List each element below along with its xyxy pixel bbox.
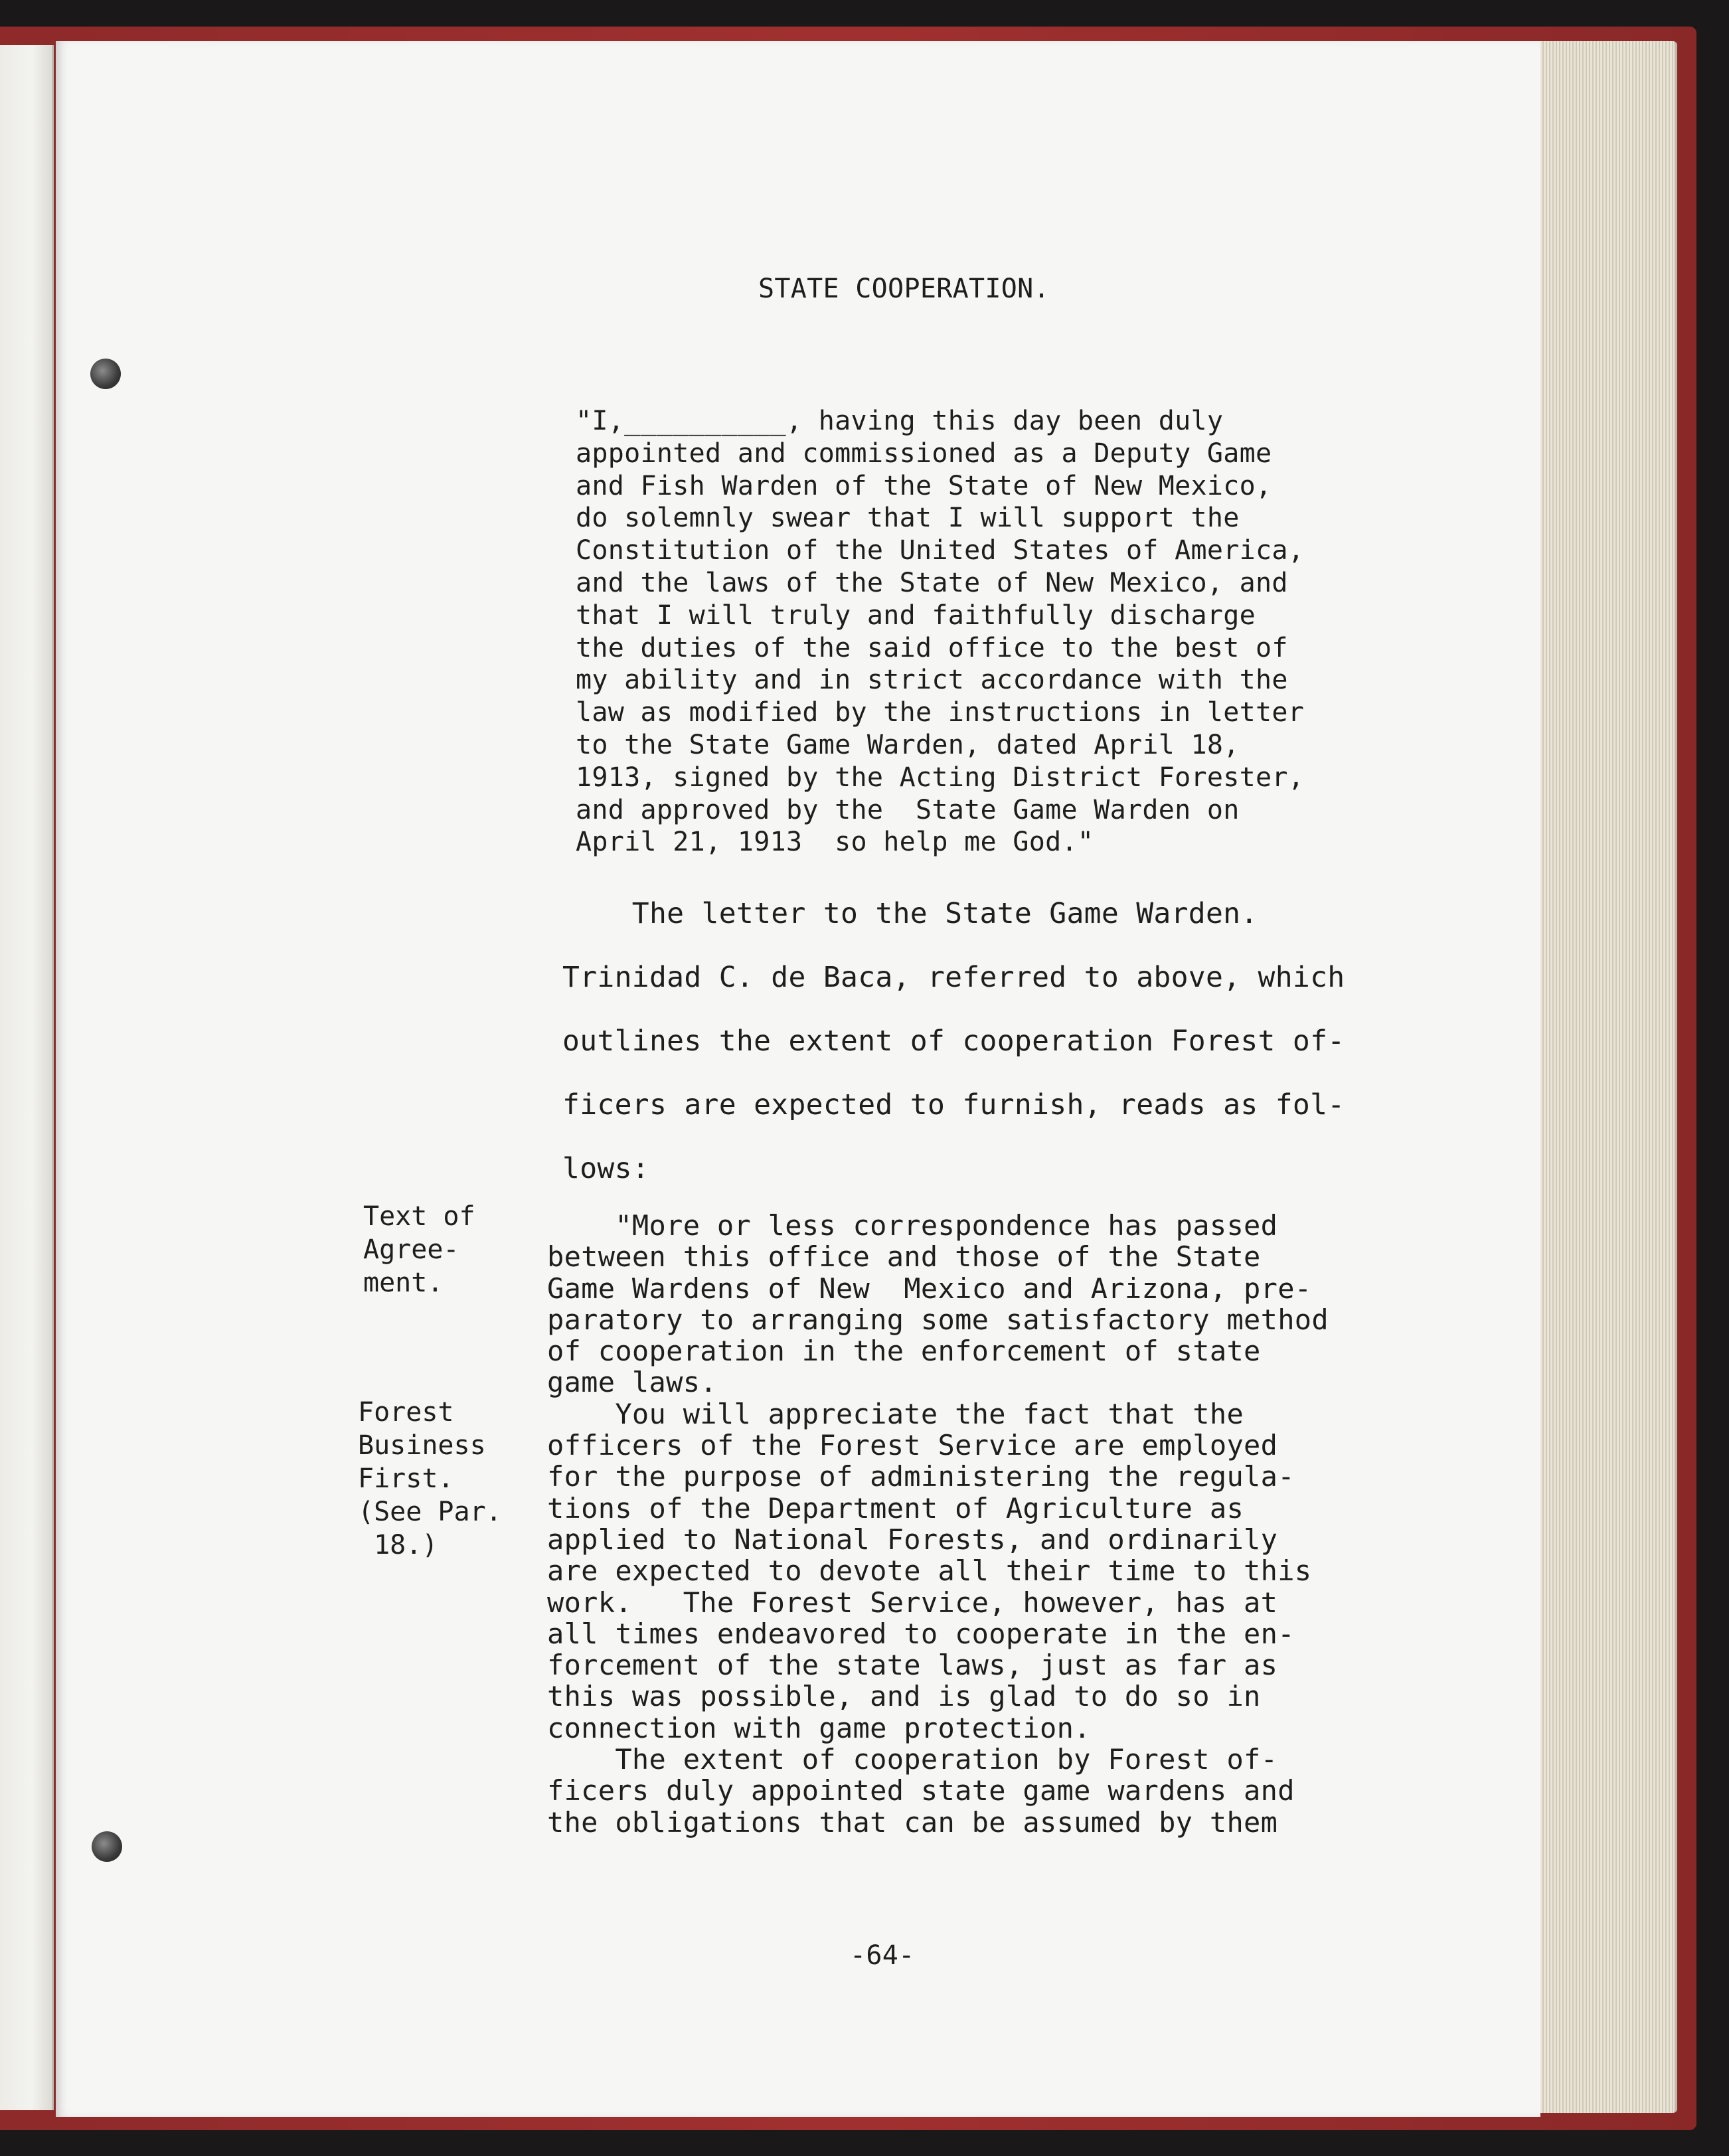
oath-paragraph: "I,__________, having this day been duly appointed and commissioned as a Deputy Game and Fish Warden of the State of New Mexico, do solemnly swear that I will support the Constitution of the United States of America, and the laws of the State of New Mexico, and that I will truly and faithfully discharge the duties of the said office to the best of my ability and in strict accordance with the law as modified by the instructions in letter to the State Game Warden, dated April 18, 1913, signed by the Acting District Forester, and approved by the State Game Warden on April 21, 1913 so help me God." <box>576 406 1305 858</box>
left-page-edge <box>0 45 54 2110</box>
margin-note-text-of-agreement: Text of Agree- ment. <box>363 1201 475 1298</box>
page-title: STATE COOPERATION. <box>758 274 1050 304</box>
document-page <box>56 41 1540 2117</box>
binder-ring-top-icon <box>90 359 121 389</box>
page-number: -64- <box>850 1940 915 1971</box>
letter-intro-paragraph: The letter to the State Game Warden. Trinidad C. de Baca, referred to above, which outlines the extent of cooperation Forest of- ficers are expected to furnish, reads as fol- lows: <box>562 897 1345 1185</box>
binder-ring-bottom-icon <box>92 1831 122 1862</box>
letter-body-text: "More or less correspondence has passed between this office and those of the State Game Wardens of New Mexico and Arizona, pre- paratory to arranging some satisfactory method of cooperation in the enforcement of state game laws. You will appreciate the fact that the officers of the Forest Service are employed for the purpose of administering the regula- tions of the Department of Agriculture as applied to National Forests, and ordinarily are expected to devote all their time to this work. The Forest Service, however, has at all times endeavored to cooperate in the en- forcement of the state laws, just as far as this was possible, and is glad to do so in connection with game protection. The extent of cooperation by Forest of- ficers duly appointed state game wardens and the obligations that can be assumed by them <box>547 1209 1329 1839</box>
page-edges <box>1527 41 1677 2113</box>
margin-note-forest-business-first: Forest Business First. (See Par. 18.) <box>358 1397 502 1560</box>
